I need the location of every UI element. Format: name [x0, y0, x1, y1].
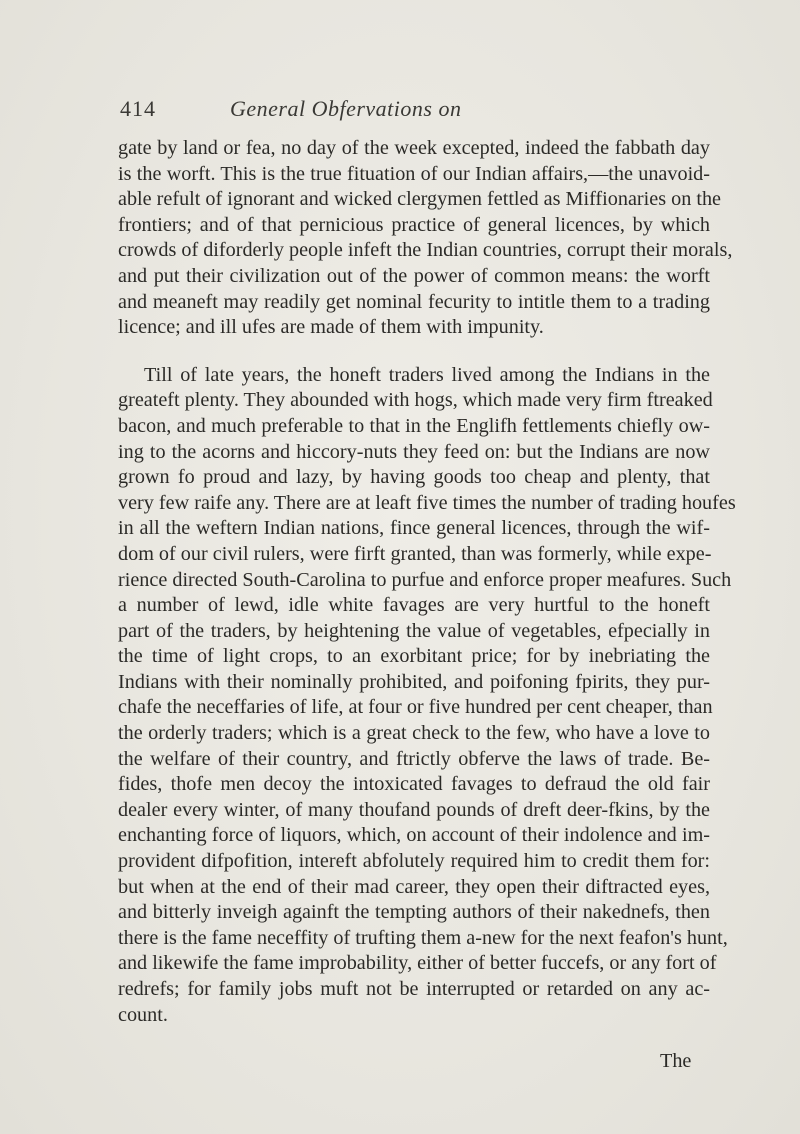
text-line: there is the fame neceffity of trufting them a-new for the next feafon's hunt, [118, 926, 728, 949]
body-text [118, 136, 736, 1028]
text-line: the welfare of their country, and ftrictly obferve the laws of trade. Be- [118, 747, 710, 770]
paragraph-1 [118, 136, 733, 341]
text-line: rience directed South-Carolina to purfue and enforce proper meafures. Such [118, 568, 732, 591]
text-line: part of the traders, by heightening the value of vegetables, efpecially in [118, 619, 710, 642]
text-line: licence; and ill ufes are made of them with impunity. [118, 316, 544, 339]
catchword: The [660, 1050, 692, 1072]
text-line: grown fo proud and lazy, by having goods too cheap and plenty, that [118, 466, 710, 489]
text-line: able refult of ignorant and wicked clergymen fettled as Miffionaries on the [118, 188, 721, 211]
text-line: and likewife the fame improbability, either of better fuccefs, or any fort of [118, 952, 717, 975]
text-line: gate by land or fea, no day of the week excepted, indeed the fabbath day [118, 137, 710, 159]
text-line: and meaneft may readily get nominal fecurity to intitle them to a trading [118, 290, 710, 313]
paragraph-2 [118, 363, 736, 1028]
text-line: and bitterly inveigh againft the tempting authors of their nakednefs, then [118, 901, 710, 924]
text-line: fides, thofe men decoy the intoxicated favages to defraud the old fair [118, 773, 710, 796]
text-line: greateft plenty. They abounded with hogs, which made very firm ftreaked [118, 389, 713, 412]
text-line: very few raife any. There are at leaft five times the number of trading houfes [118, 491, 736, 514]
text-line: is the worft. This is the true fituation of our Indian affairs,—the unavoid- [118, 162, 710, 185]
text-line: a number of lewd, idle white favages are very hurtful to the honeft [118, 594, 710, 617]
page-number: 414 [120, 96, 156, 121]
text-line: dom of our civil rulers, were firft granted, than was formerly, while expe- [118, 542, 712, 565]
page-header [118, 96, 718, 126]
text-line: dealer every winter, of many thoufand pounds of dreft deer-fkins, by the [118, 798, 710, 821]
text-line: enchanting force of liquors, which, on account of their indolence and im- [118, 824, 710, 847]
text-line: count. [118, 1003, 168, 1026]
text-line: Indians with their nominally prohibited, and poifoning fpirits, they pur- [118, 670, 710, 693]
text-line: provident difpofition, intereft abfolutely required him to credit them for: [118, 850, 710, 873]
text-line: Till of late years, the honeft traders lived among the Indians in the [144, 363, 710, 386]
text-line: crowds of diforderly people infeft the Indian countries, corrupt their morals, [118, 239, 733, 262]
text-line: redrefs; for family jobs muft not be interrupted or retarded on any ac- [118, 978, 710, 1000]
running-head: General Obfervations on [230, 96, 462, 121]
text-line: the time of light crops, to an exorbitant price; for by inebriating the [118, 645, 710, 668]
text-line: in all the weftern Indian nations, fince general licences, through the wif- [118, 517, 710, 540]
text-line: ing to the acorns and hiccory-nuts they feed on: but the Indians are now [118, 440, 710, 463]
text-line: bacon, and much preferable to that in the Englifh fettlements chiefly ow- [118, 414, 710, 437]
text-line: and put their civilization out of the power of common means: the worft [118, 264, 710, 287]
text-line: but when at the end of their mad career, they open their diftracted eyes, [118, 875, 710, 898]
text-line: the orderly traders; which is a great check to the few, who have a love to [118, 722, 710, 745]
text-line: frontiers; and of that pernicious practice of general licences, by which [118, 213, 710, 236]
text-line: chafe the neceffaries of life, at four or five hundred per cent cheaper, than [118, 696, 713, 719]
